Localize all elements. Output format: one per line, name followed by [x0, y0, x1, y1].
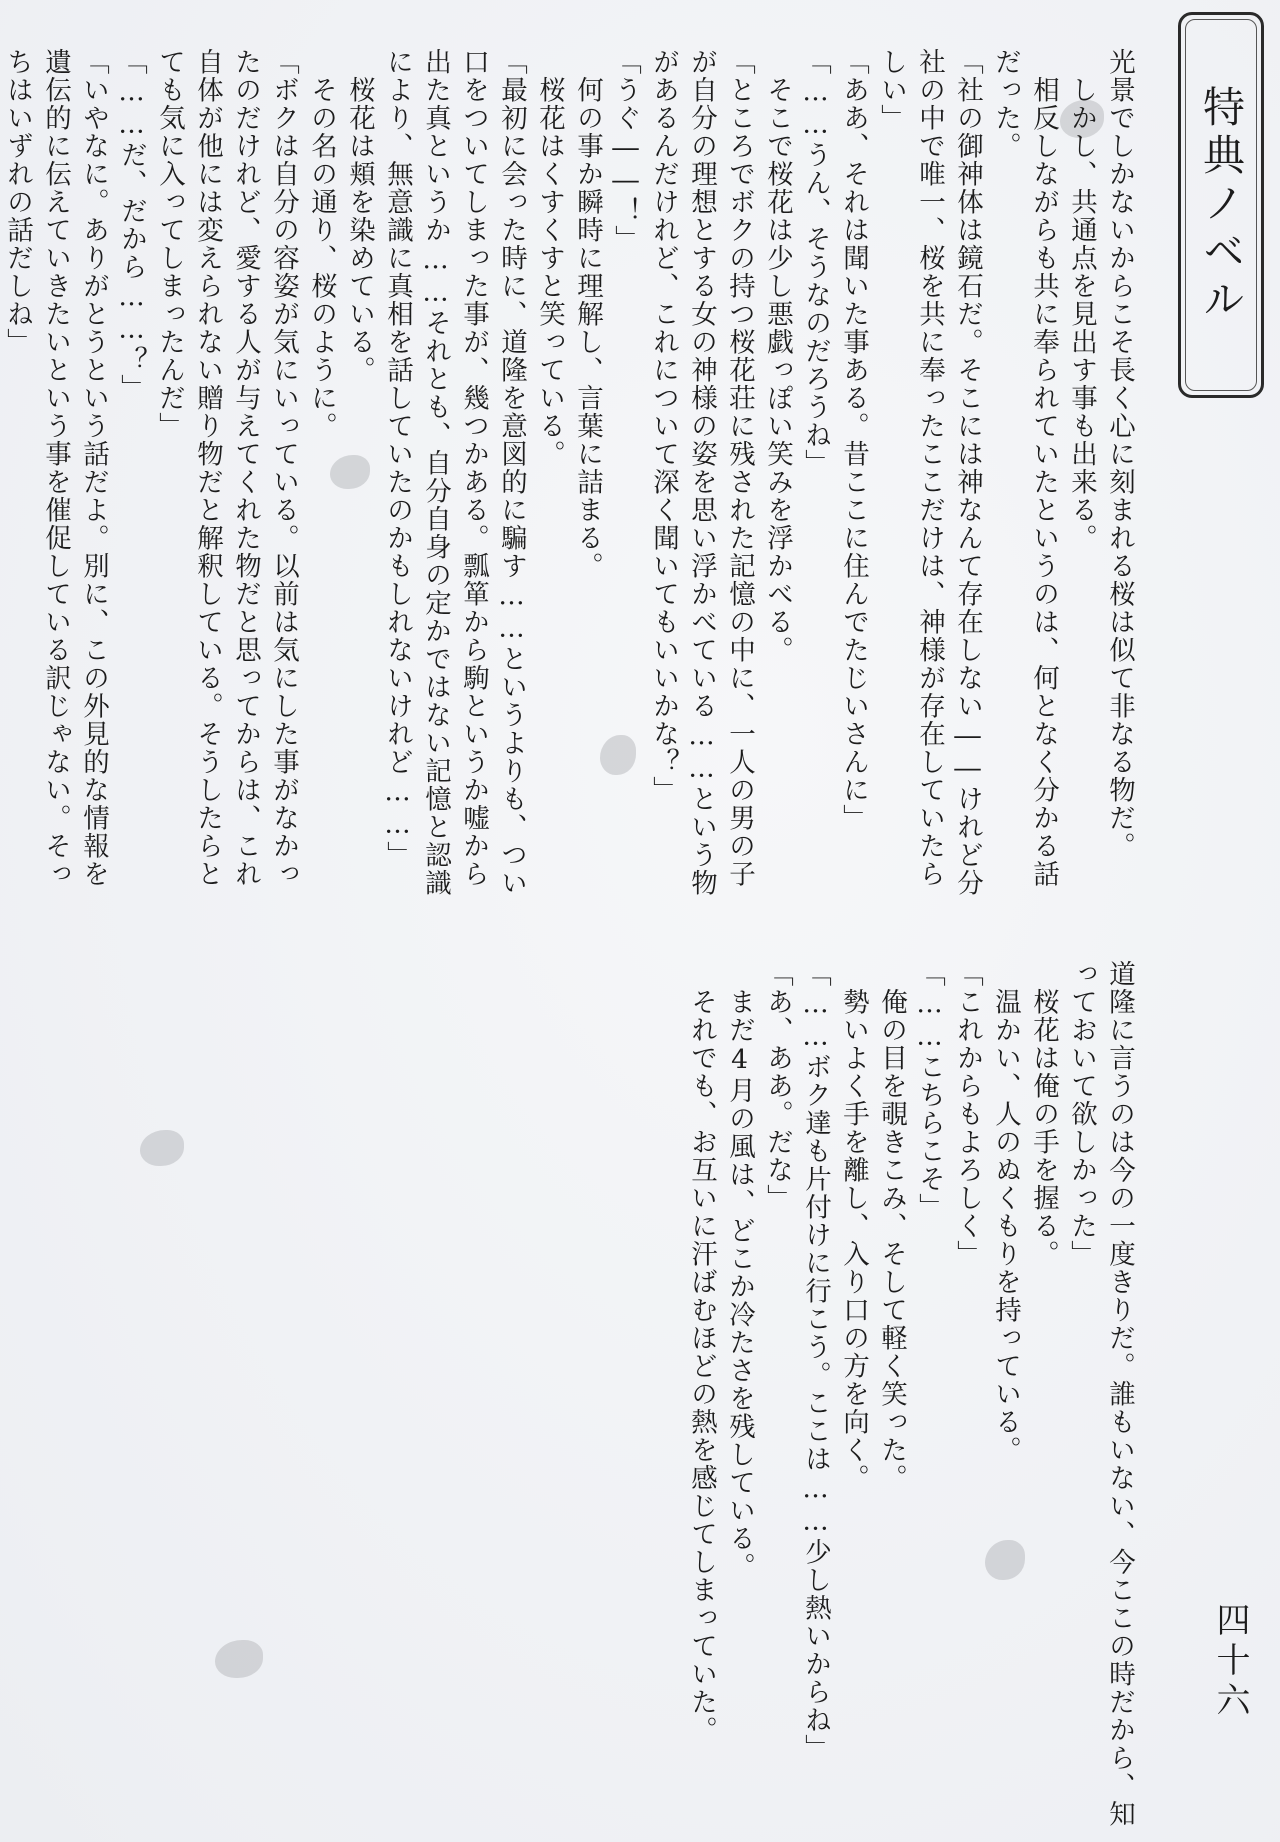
paragraph: 「これからもよろしく」 — [952, 960, 983, 1268]
paragraph: 桜花はくすくすと笑っている。 — [534, 48, 565, 468]
paragraph: 「うぐ――！」 — [610, 48, 641, 253]
paragraph: 桜花は俺の手を握る。 — [1028, 960, 1059, 1268]
paragraph: 桜花は頬を染めている。 — [344, 48, 375, 384]
paragraph: そこで桜花は少し悪戯っぽい笑みを浮かべる。 — [762, 48, 793, 664]
petal-decoration — [140, 1130, 184, 1166]
paragraph: 「最初に会った時に、道隆を意図的に騙す……というよりも、つい口をついてしまった事が、幾つかある。瓢箪から駒というか嘘から出た真というか……それとも、自分自身の定かではない記憶と認識により、無意識に真相を話していたのかもしれないけれど……」 — [382, 48, 527, 897]
paragraph: 勢いよく手を離し、入り口の方を向く。 — [838, 960, 869, 1492]
paragraph: 何の事か瞬時に理解し、言葉に詰まる。 — [572, 48, 603, 580]
paragraph: 「ところでボクの持つ桜花荘に残された記憶の中に、一人の男の子が自分の理想とする女の神様の姿を思い浮かべている……という物があるんだけれど、これについて深く聞いてもいいかな？」 — [648, 48, 755, 897]
paragraph: 「ああ、それは聞いた事ある。昔ここに住んでたじいさんに」 — [838, 48, 869, 832]
paragraph: それでも、お互いに汗ばむほどの熱を感じてしまっていた。 — [686, 960, 717, 1744]
paragraph: 「……こちらこそ」 — [914, 960, 945, 1221]
paragraph: 俺の目を覗きこみ、そして軽く笑った。 — [876, 960, 907, 1492]
paragraph: 相反しながらも共に奉られていたというのは、何となく分かる話だった。 — [990, 48, 1059, 888]
upper-text-block — [2, 48, 1138, 898]
paragraph: その名の通り、桜のように。 — [306, 48, 337, 440]
paragraph: 「……ボク達も片付けに行こう。ここは……少し熱いからね」 — [800, 960, 831, 1762]
petal-decoration — [215, 1640, 263, 1678]
paragraph: まだ4月の風は、どこか冷たさを残している。 — [724, 960, 755, 1581]
paragraph: 「……だ、だから……？」 — [116, 48, 147, 402]
paragraph: 温かい、人のぬくもりを持っている。 — [990, 960, 1021, 1464]
paragraph: 「あ、ああ。だな」 — [762, 960, 793, 1212]
paragraph: 「ボクは自分の容姿が気にいっている。以前は気にした事がなかったのだけれど、愛する人が与えてくれた物だと思ってからは、これ自体が他には変えられない贈り物だと解釈している。そうしたらとても気に入ってしまったんだ」 — [154, 48, 299, 888]
page-title: 特典ノベル — [1197, 85, 1246, 325]
paragraph: 「社の御神体は鏡石だ。そこには神なんて存在しない――けれど分社の中で唯一、桜を共に奉ったここだけは、神様が存在していたらしい」 — [876, 48, 983, 897]
paragraph: しかし、共通点を見出す事も出来る。 — [1066, 48, 1097, 552]
paragraph: 道隆に言うのは今の一度きりだ。誰もいない、今ここの時だから、知っておいて欲しかった」 — [1066, 960, 1135, 1828]
page-number: 四十六 — [1210, 1602, 1250, 1722]
lower-text-block — [598, 960, 1138, 1830]
paragraph: 「いやなに。ありがとうという話だよ。別に、この外見的な情報を遺伝的に伝えていきたいという事を催促している訳じゃない。そっちはいずれの話だしね」 — [2, 48, 109, 888]
paragraph: 光景でしかないからこそ長く心に刻まれる桜は似て非なる物だ。 — [1104, 48, 1135, 860]
paragraph: 「……うん、そうなのだろうね」 — [800, 48, 831, 477]
